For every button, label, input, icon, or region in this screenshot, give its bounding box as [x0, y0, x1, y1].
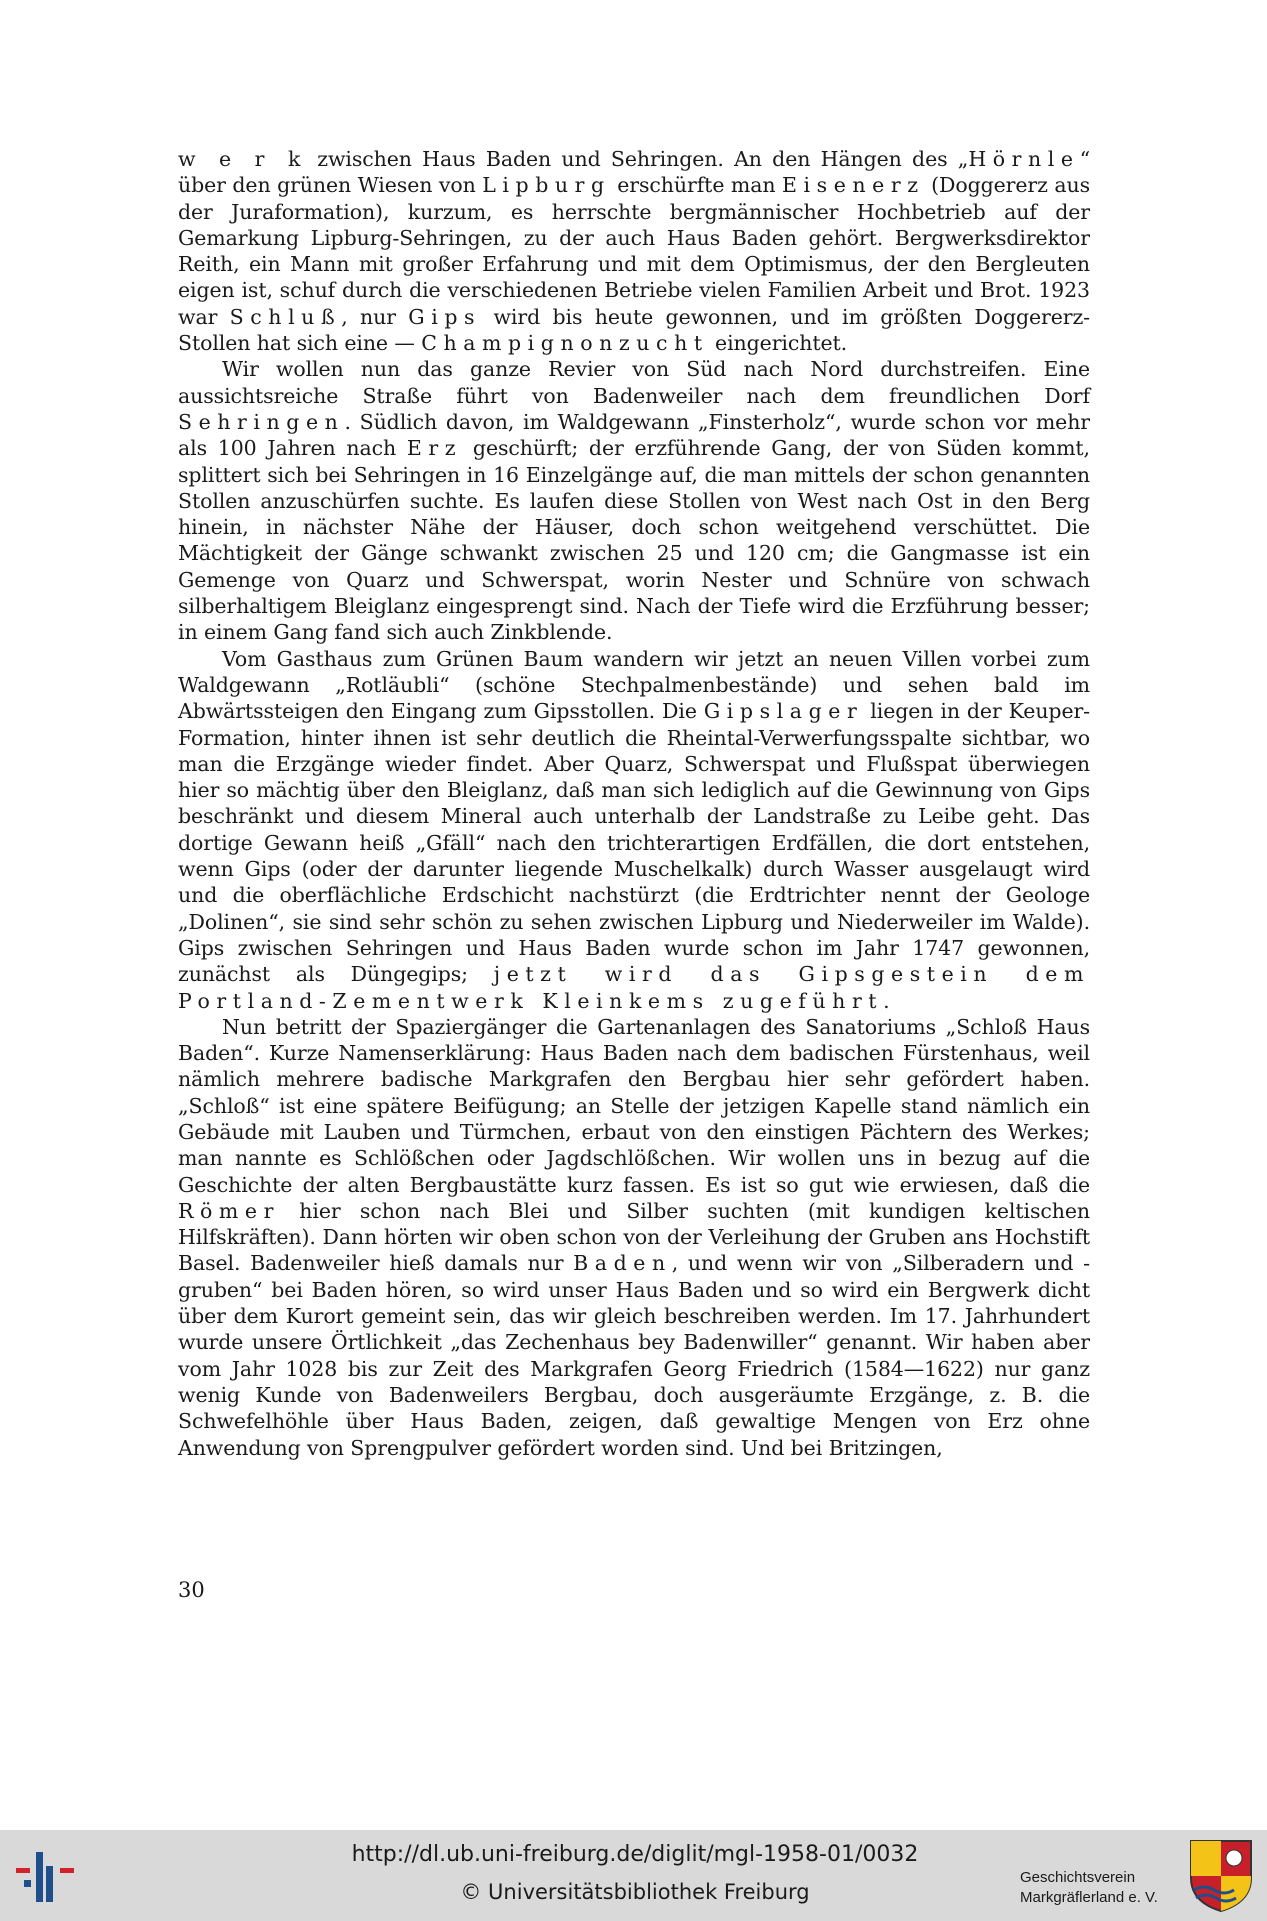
spaced-emphasis: Schluß	[229, 304, 342, 329]
paragraph-2	[178, 356, 1090, 645]
footer-copyright: © Universitätsbibliothek Freiburg	[460, 1880, 810, 1904]
text-run: liegen in der Keuper-Formation, hinter ihnen ist sehr deutlich die Rheintal-Verwerfungsspalte sichtbar, wo man die Erzgänge wieder findet. Aber Quarz, Schwerspat und Flußspat überwiegen hier so mächtig über den Bleiglanz, daß man sich lediglich auf die Gewinnung von Gips beschränkt und diesem Mineral auch unterhalb der Landstraße zu Leibe geht. Das dortige Gewann heiß „Gfäll“ nach den trichterartigen Erdfällen, die dort entstehen, wenn Gips (oder der darunter liegende Muschelkalk) durch Wasser ausgelaugt wird und die oberflächliche Erdschicht nachstürzt (die Erdtrichter nennt der Geologe „Dolinen“, sie sind sehr schön zu sehen zwischen Lipburg und Niederweiler im Walde). Gips zwischen Sehringen und Haus Baden wurde schon im Jahr 1747 gewonnen, zunächst als Düngegips;	[178, 699, 1090, 987]
society-line-1: Geschichtsverein	[1020, 1869, 1136, 1886]
text-run: . Südlich davon, im Waldgewann „Finsterholz“, wurde schon vor mehr als 100 Jahren nach	[178, 409, 1090, 461]
text-run: zwischen Haus Baden und Sehringen. An den Hängen des „	[306, 147, 969, 171]
spaced-emphasis: Römer	[178, 1198, 280, 1223]
text-run: hier schon nach Blei und Silber suchten (mit kundigen keltischen Hilfskräften). Dann hörten wir oben schon von der Verleihung der Gruben ans Hochstift Basel. Badenweiler hieß damals nur	[178, 1198, 1090, 1276]
text-run: Vom Gasthaus zum Grünen Baum wandern wir jetzt an neuen Villen vorbei zum Waldgewann „Rotläubli“ (schöne Stechpalmenbestände) und sehen bald im Abwärtssteigen den Eingang zum Gipsstollen. Die	[178, 646, 1090, 724]
text-run: Wir wollen nun das ganze Revier von Süd nach Nord durchstreifen. Eine aussichtsreiche Straße führt von Badenweiler nach dem freundlichen Dorf	[178, 357, 1090, 408]
spaced-emphasis: Baden	[573, 1251, 672, 1276]
paragraph-4	[178, 1014, 1090, 1461]
markgraeflerland-crest-icon	[1188, 1838, 1254, 1914]
text-run: wird bis heute gewonnen, und im größten Doggererz-Stollen hat sich eine —	[178, 304, 1091, 356]
society-name	[1020, 1868, 1158, 1908]
spaced-emphasis: jetzt wird das Gipsgestein dem Portland-Zementwerk Kleinkems zugeführt	[178, 962, 1090, 1013]
text-run: “ über den grünen Wiesen von	[178, 147, 1091, 198]
spaced-emphasis: w e r k	[178, 147, 307, 171]
text-run: (Doggererz aus der Juraformation), kurzum, es herrschte bergmännischer Hochbetrieb auf der Gemarkung Lipburg-Sehringen, zu der auch Haus Baden gehört. Bergwerksdirektor Reith, ein Mann mit großer Erfahrung und mit dem Optimismus, der den Bergleuten eigen ist, schuf durch die verschiedenen Betriebe vielen Familien Arbeit und Brot. 1923 war	[178, 173, 1090, 329]
spaced-emphasis: Gips	[408, 304, 482, 329]
text-run: geschürft; der erzführende Gang, der von Süden kommt, splittert sich bei Sehringen in 16 Einzelgänge auf, die man mittels der schon genannten Stollen anzuschürfen suchte. Es laufen diese Stollen von West nach Ost in den Berg hinein, in nächster Nähe der Häuser, doch schon weitgehend verschüttet. Die Mächtigkeit der Gänge schwankt zwischen 25 und 120 cm; die Gangmasse ist ein Gemenge von Quarz und Schwerspat, worin Nester und Schnüre von schwach silberhaltigem Bleiglanz eingesprengt sind. Nach der Tiefe wird die Erzführung besser; in einem Gang fand sich auch Zinkblende.	[178, 436, 1090, 645]
footer-bar	[0, 1830, 1267, 1921]
spaced-emphasis: Gipslager	[703, 699, 864, 724]
text-run: .	[883, 988, 890, 1013]
spaced-emphasis: Lipburg	[482, 173, 611, 198]
spaced-emphasis: Champignonzucht	[421, 331, 709, 356]
footer-url-link[interactable]: http://dl.ub.uni-freiburg.de/diglit/mgl-1958-01/0032	[351, 1842, 919, 1867]
text-run: , und wenn wir von „Silberadern und -gruben“ bei Baden hören, so wird unser Haus Baden und so wird ein Bergwerk dicht über dem Kurort gemeint sein, das wir gleich beschreiben werden. Im 17. Jahrhundert wurde unsere Örtlichkeit „das Zechenhaus bey Badenwiller“ genannt. Wir haben aber vom Jahr 1028 bis zur Zeit des Markgrafen Georg Friedrich (1584—1622) nur ganz wenig Kunde von Badenweilers Bergbau, doch ausgeräumte Erzgänge, z. B. die Schwefelhöhle über Haus Baden, zeigen, daß gewaltige Mengen von Erz ohne Anwendung von Sprengpulver gefördert worden sind. Und bei Britzingen,	[178, 1251, 1090, 1460]
spaced-emphasis: Sehringen	[178, 409, 345, 434]
text-run: , nur	[341, 304, 409, 329]
spaced-emphasis: Erz	[406, 436, 463, 461]
spaced-emphasis: Hörnle	[968, 147, 1080, 171]
society-line-2: Markgräflerland e. V.	[1020, 1889, 1158, 1906]
body-text	[178, 146, 1090, 1461]
spaced-emphasis: Eisenerz	[782, 173, 925, 198]
ub-freiburg-logo-icon[interactable]	[10, 1848, 82, 1906]
paragraph-3	[178, 646, 1090, 1014]
page-number: 30	[178, 1578, 205, 1602]
text-run: erschürfte man	[610, 173, 782, 198]
paragraph-1	[178, 146, 1090, 356]
text-run: Nun betritt der Spaziergänger die Gartenanlagen des Sanatoriums „Schloß Haus Baden“. Kurze Namenserklärung: Haus Baden nach dem badischen Fürstenhaus, weil nämlich mehrere badische Markgrafen den Bergbau hier sehr gefördert haben. „Schloß“ ist eine spätere Beifügung; an Stelle der jetzigen Kapelle stand nämlich ein Gebäude mit Lauben und Türmchen, erbaut von den einstigen Pächtern des Werkes; man nannte es Schlößchen oder Jagdschlößchen. Wir wollen uns in bezug auf die Geschichte der alten Bergbaustätte kurz fassen. Es ist so gut wie erwiesen, daß die	[178, 1014, 1090, 1197]
text-run: eingerichtet.	[708, 331, 848, 356]
